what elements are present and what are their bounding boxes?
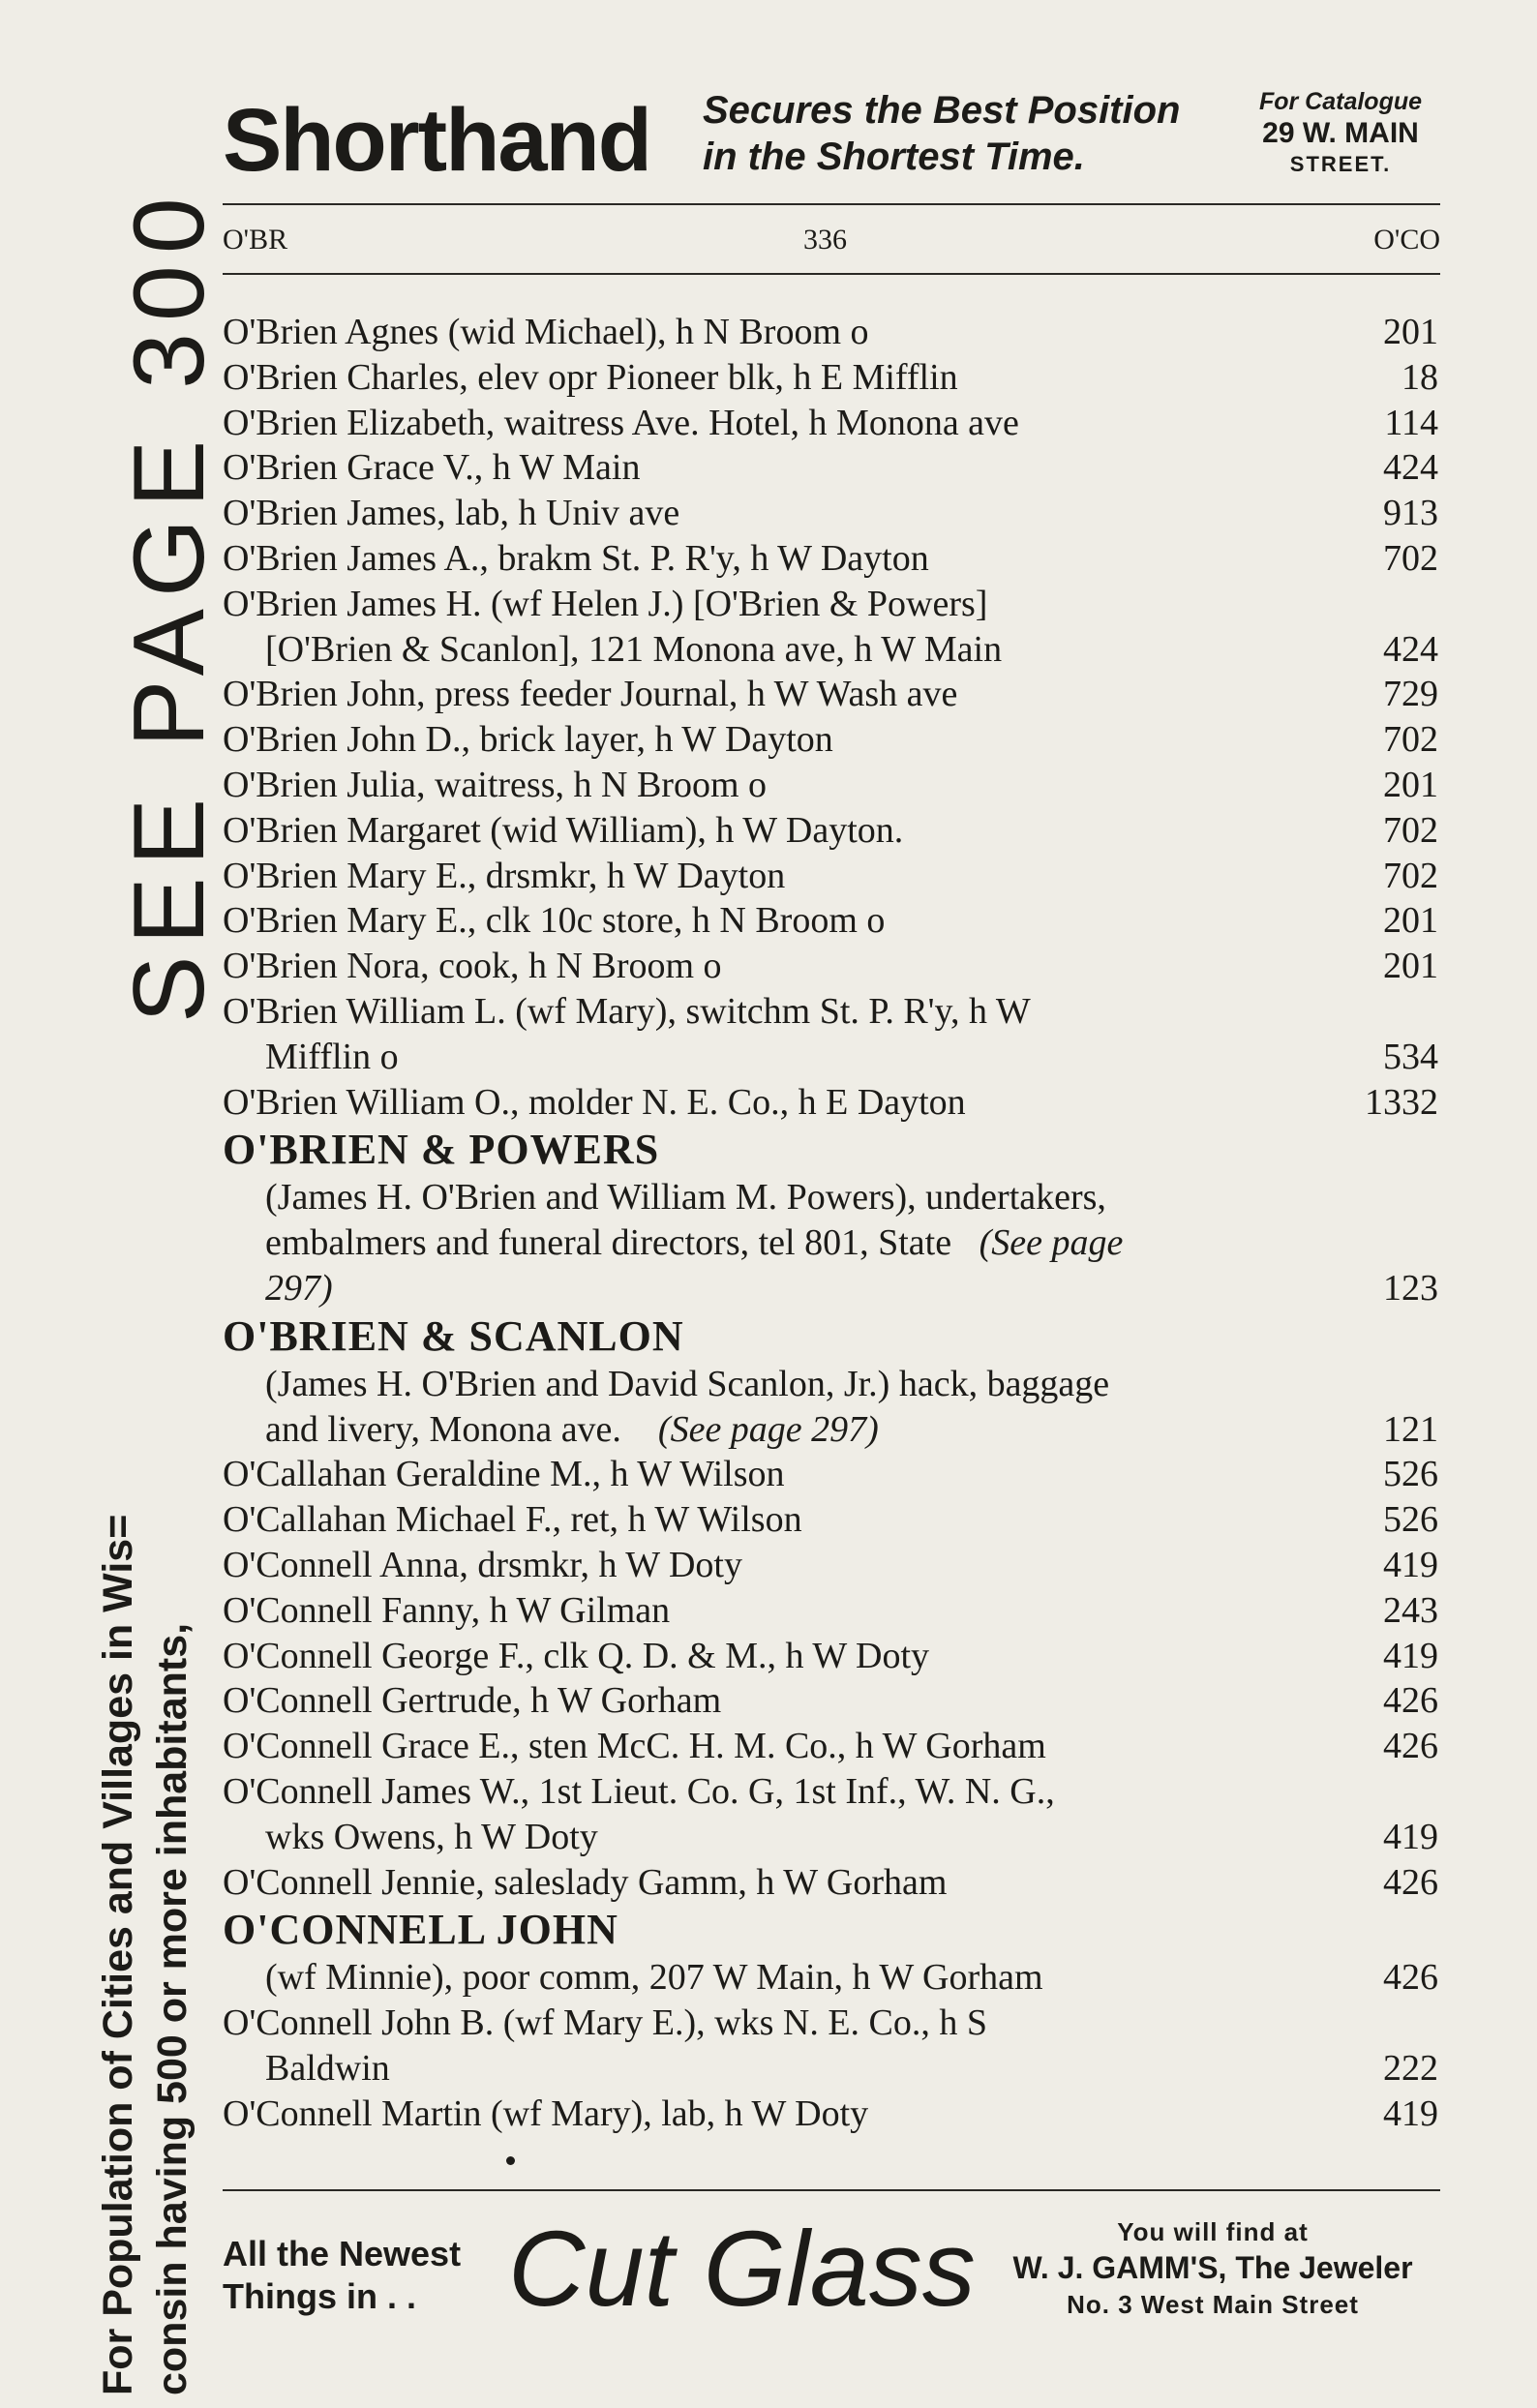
ink-dot [506,2156,515,2165]
entry [223,2092,1440,2137]
entry-number: 426 [1383,1861,1438,1903]
entry [223,672,1440,717]
address-line-1: 29 W. MAIN [1262,117,1419,149]
bottom-ad-right [985,2215,1440,2322]
entry-number: 201 [1383,946,1438,987]
entry-text: O'Connell Martin (wf Mary), lab, h W Doty [223,2092,869,2134]
entry [223,355,1440,401]
entry-number: 201 [1383,312,1438,352]
entry-number: 526 [1383,1454,1438,1495]
entry-text: O'Callahan Michael F., ret, h W Wilson [223,1499,802,1541]
bottom-ad-right-line-1: You will find at [1117,2217,1309,2246]
bottom-ad-headline: Cut Glass [508,2210,976,2329]
header-rule [223,273,1440,275]
entry-number: 702 [1383,809,1438,851]
firm-entry [223,1311,1440,1453]
entry-number: 201 [1383,900,1438,942]
entry-number: 243 [1383,1589,1438,1631]
entry-text: O'Brien Julia, waitress, h N Broom o [223,764,768,805]
bottom-ad-right-line-3: No. 3 West Main Street [1067,2290,1359,2319]
side-ad-headline: SEE PAGE 300 [113,186,226,1024]
entry-number: 1332 [1365,1081,1438,1123]
entry [223,491,1440,536]
entry-text: O'Connell James W., 1st Lieut. Co. G, 1st Inf., W. N. G., [223,1770,1055,1812]
entry-text: O'Brien Mary E., drsmkr, h W Dayton [223,855,786,896]
entry-text: O'Connell Jennie, saleslady Gamm, h W Gorham [223,1861,948,1903]
catalogue-label: For Catalogue [1258,88,1423,115]
bottom-ad-left [223,2233,461,2318]
entry [223,989,1440,1080]
entry [223,1452,1440,1497]
entry [223,717,1440,763]
entry-number: 424 [1383,628,1438,670]
firm-description-line: (James H. O'Brien and David Scanlon, Jr.) hack, baggage [265,1363,1110,1404]
entry-text: O'Brien Nora, cook, h N Broom o [223,946,722,987]
side-advertisement [68,58,226,2395]
entry-number: 426 [1383,1957,1438,1999]
entry-text: O'Brien Agnes (wid Michael), h N Broom o [223,312,869,352]
slogan-line-1: Secures the Best Position [703,89,1181,132]
entry-number: 419 [1383,1544,1438,1585]
entry-text: O'Brien Elizabeth, waitress Ave. Hotel, h Monona ave [223,402,1019,443]
entry-text: O'Connell John B. (wf Mary E.), wks N. E. Co., h S [223,2002,988,2044]
entry [223,2001,1440,2092]
entry [223,898,1440,944]
entry-text: O'Brien Mary E., clk 10c store, h N Broom o [223,900,886,942]
entry-text: O'Brien James A., brakm St. P. R'y, h W Dayton [223,537,929,579]
entry-text: O'Brien Margaret (wid William), h W Dayton. [223,809,904,851]
slogan-line-2: in the Shortest Time. [703,135,1085,178]
entry-number: 913 [1383,493,1438,534]
entry-number: 702 [1383,537,1438,579]
entry-text: O'Connell Gertrude, h W Gorham [223,1680,722,1722]
directory-listing [223,310,1440,2136]
entry-text-continued: [O'Brien & Scanlon], 121 Monona ave, h W Main [265,628,1003,670]
entry [223,401,1440,446]
entry-text: O'Brien William L. (wf Mary), switchm St. P. R'y, h W [223,990,1031,1032]
entry-number: 424 [1383,447,1438,489]
entry-number: 702 [1383,855,1438,896]
entry [223,1497,1440,1543]
entry-number: 123 [1383,1267,1438,1309]
entry [223,854,1440,899]
entry-number: 729 [1383,674,1438,715]
entry-text: O'Brien John D., brick layer, h W Dayton [223,719,833,761]
entry-text: O'Brien William O., molder N. E. Co., h E Dayton [223,1081,966,1123]
address-line-2: STREET. [1289,152,1392,176]
top-ad-brand: Shorthand [223,91,650,190]
entry-text: O'Brien Grace V., h W Main [223,447,641,489]
entry [223,1769,1440,1860]
entry [223,1860,1440,1906]
firm-description-text: embalmers and funeral directors, tel 801, State [265,1222,952,1264]
entry-text: O'Connell Fanny, h W Gilman [223,1589,671,1631]
entry-number: 534 [1383,1036,1438,1077]
entry-text: O'Callahan Geraldine M., h W Wilson [223,1454,785,1495]
catalogue-address [1239,87,1442,178]
see-page-ref-continued: 297) [265,1267,333,1309]
entry-text: O'Brien James H. (wf Helen J.) [O'Brien & Powers] [223,583,988,624]
firm-description-line [223,1407,1440,1453]
firm-description-text: and livery, Monona ave. [265,1408,621,1450]
entry-number: 426 [1383,1680,1438,1722]
bottom-ad-right-line-2: W. J. GAMM'S, The Jeweler [1012,2250,1413,2285]
bottom-advertisement [223,2212,1440,2328]
firm-name: O'CONNELL JOHN [223,1906,618,1954]
entry [223,944,1440,989]
entry-text: O'Brien John, press feeder Journal, h W Wash ave [223,674,958,715]
running-head-right: O'CO [1373,224,1440,256]
top-rule [223,203,1440,205]
entry [223,763,1440,808]
firm-description-line: (James H. O'Brien and William M. Powers), undertakers, [265,1177,1106,1219]
entry-text-continued: wks Owens, h W Doty [265,1816,598,1857]
entry-number: 419 [1383,1635,1438,1676]
side-ad-line-1: For Population of Cities and Villages in Wis= [95,1514,141,2395]
entry [223,1634,1440,1679]
entry [223,1724,1440,1769]
entry [223,1543,1440,1588]
bottom-ad-left-line-2: Things in . . [223,2276,416,2316]
entry-number: 201 [1383,764,1438,805]
entry-number: 702 [1383,719,1438,761]
entry-number: 18 [1401,356,1438,398]
top-advertisement [223,87,1442,194]
entry-text-continued: Mifflin o [265,1036,399,1077]
entry [223,1080,1440,1126]
see-page-ref: (See page [979,1222,1124,1264]
entry-number: 222 [1383,2047,1438,2089]
entry-number: 121 [1383,1408,1438,1450]
top-ad-slogan [703,87,1180,180]
entry-text-continued: Baldwin [265,2047,390,2089]
entry-text: O'Brien James, lab, h Univ ave [223,493,680,534]
entry [223,582,1440,673]
entry-number: 526 [1383,1499,1438,1541]
entry-number: 114 [1384,402,1438,443]
entry-number: 419 [1383,1816,1438,1857]
entry [223,310,1440,355]
running-head-left: O'BR [223,224,288,256]
entry-number: 419 [1383,2092,1438,2134]
entry-text: O'Connell Anna, drsmkr, h W Doty [223,1544,742,1585]
firm-entry [223,1905,1440,2001]
entry [223,808,1440,854]
bottom-ad-left-line-1: All the Newest [223,2234,462,2273]
entry [223,1588,1440,1634]
entry-text: O'Brien Charles, elev opr Pioneer blk, h E Mifflin [223,356,958,398]
entry [223,536,1440,582]
bottom-rule [223,2189,1440,2191]
running-head [223,221,1440,259]
entry [223,1678,1440,1724]
firm-name: O'BRIEN & POWERS [223,1126,660,1174]
firm-entry [223,1125,1440,1310]
entry-text: O'Connell Grace E., sten McC. H. M. Co., h W Gorham [223,1726,1046,1767]
firm-name: O'BRIEN & SCANLON [223,1311,684,1360]
entry-text: O'Connell George F., clk Q. D. & M., h W Doty [223,1635,929,1676]
firm-description-line [223,1220,1440,1266]
firm-description-line: (wf Minnie), poor comm, 207 W Main, h W Gorham [265,1957,1043,1999]
page-number: 336 [803,224,847,256]
entry-number: 426 [1383,1726,1438,1767]
see-page-ref: (See page 297) [657,1408,879,1450]
entry [223,445,1440,491]
side-ad-line-2: consin having 500 or more inhabitants, [149,1622,196,2395]
